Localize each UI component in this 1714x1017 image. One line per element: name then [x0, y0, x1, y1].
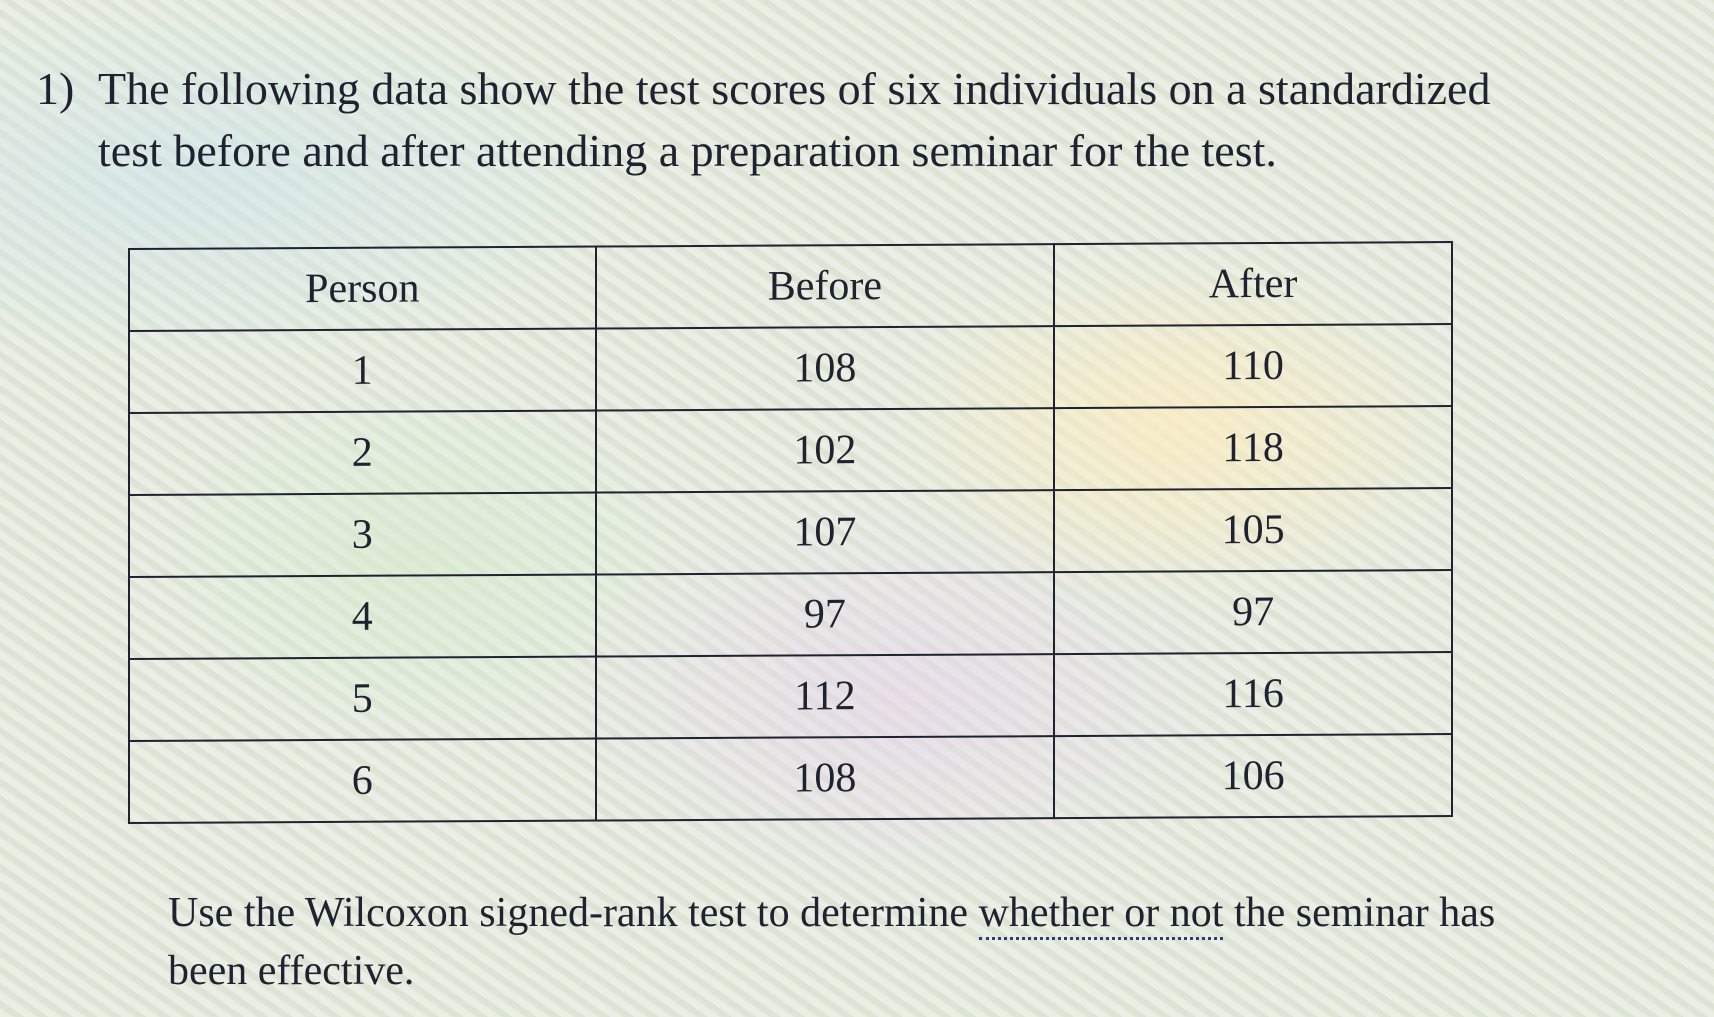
cell-person: 1 [129, 329, 596, 413]
header-person: Person [129, 247, 596, 331]
scores-table [128, 241, 1453, 824]
cell-after: 106 [1054, 734, 1452, 818]
question-number: 1) [36, 63, 75, 114]
cell-person: 4 [129, 575, 596, 659]
instruction-text [168, 884, 1568, 1000]
instruction-underlined-phrase: whether or not [979, 890, 1224, 940]
cell-after: 116 [1054, 652, 1452, 736]
cell-person: 5 [129, 657, 596, 741]
cell-before: 102 [596, 408, 1055, 492]
table-row [129, 406, 1452, 495]
cell-after: 97 [1054, 570, 1452, 654]
table-row [129, 488, 1452, 577]
table-row [129, 570, 1452, 659]
data-table-container [128, 241, 1453, 824]
question-text: The following data show the test scores of six individuals on a standardized test before and after attending a preparation seminar for the test. [98, 63, 1491, 176]
cell-after: 105 [1054, 488, 1452, 572]
cell-before: 108 [596, 736, 1055, 820]
cell-before: 107 [596, 490, 1055, 574]
cell-after: 110 [1054, 324, 1452, 408]
header-after: After [1054, 242, 1452, 326]
table-header-row [129, 242, 1452, 331]
table-row [129, 734, 1452, 823]
cell-after: 118 [1054, 406, 1452, 490]
instruction-part-1: Use the Wilcoxon signed-rank test to determine [168, 890, 979, 936]
cell-person: 6 [129, 739, 596, 823]
cell-before: 108 [596, 326, 1055, 410]
header-before: Before [596, 244, 1055, 328]
question [36, 58, 1556, 182]
table-row [129, 652, 1452, 741]
cell-before: 97 [596, 572, 1055, 656]
cell-person: 2 [129, 411, 596, 495]
instruction-part-2: the seminar has been effective. [168, 890, 1496, 994]
cell-before: 112 [596, 654, 1055, 738]
table-row [129, 324, 1452, 413]
cell-person: 3 [129, 493, 596, 577]
